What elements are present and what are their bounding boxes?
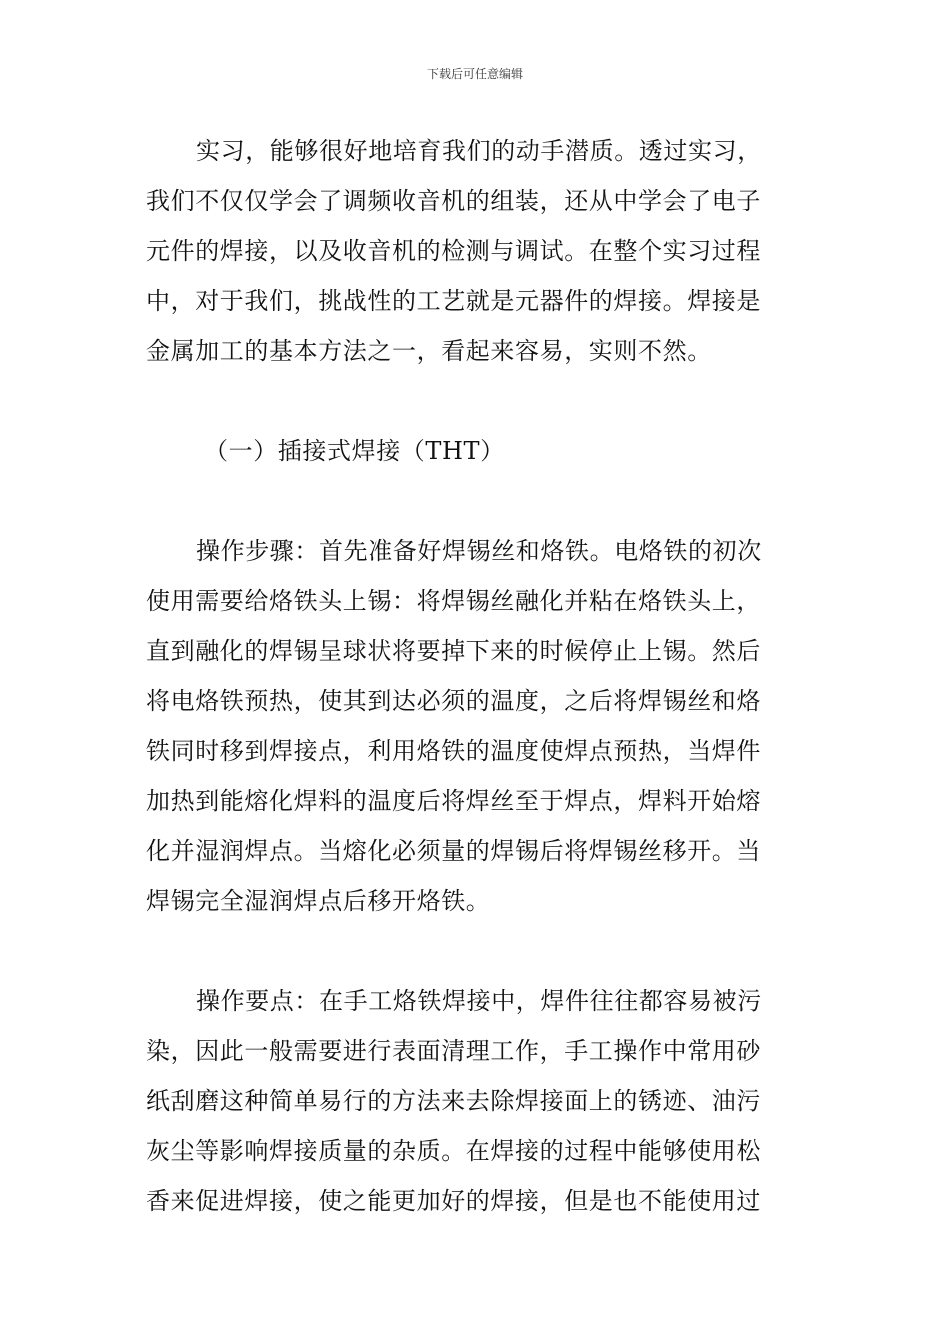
paragraph-line: 实习，能够很好地培育我们的动手潜质。透过实习， — [196, 137, 762, 165]
paragraph-line: 化并湿润焊点。当熔化必须量的焊锡后将焊锡丝移开。当 — [146, 837, 761, 865]
header-note: 下载后可任意编辑 — [426, 67, 523, 81]
paragraph-intro — [146, 126, 810, 376]
paragraph-line: 操作步骤：首先准备好焊锡丝和烙铁。电烙铁的初次 — [196, 537, 762, 565]
paragraph-line: 使用需要给烙铁头上锡：将焊锡丝融化并粘在烙铁头上， — [146, 587, 761, 615]
paragraph-line: 我们不仅仅学会了调频收音机的组装，还从中学会了电子 — [146, 187, 761, 215]
section-heading: （一）插接式焊接（THT） — [204, 437, 505, 465]
paragraph-steps — [146, 526, 810, 926]
paragraph-line: 金属加工的基本方法之一，看起来容易，实则不然。 — [146, 337, 712, 365]
paragraph-line: 将电烙铁预热，使其到达必须的温度，之后将焊锡丝和烙 — [146, 687, 761, 715]
paragraph-line: 香来促进焊接，使之能更加好的焊接，但是也不能使用过 — [146, 1187, 761, 1215]
paragraph-line: 加热到能熔化焊料的温度后将焊丝至于焊点，焊料开始熔 — [146, 787, 761, 815]
paragraph-gap — [146, 926, 810, 976]
paragraph-gap — [146, 476, 810, 526]
paragraph-line: 灰尘等影响焊接质量的杂质。在焊接的过程中能够使用松 — [146, 1137, 761, 1165]
document-body — [146, 126, 810, 1226]
paragraph-line: 铁同时移到焊接点，利用烙铁的温度使焊点预热，当焊件 — [146, 737, 761, 765]
paragraph-line: 焊锡完全湿润焊点后移开烙铁。 — [146, 887, 491, 915]
paragraph-line: 染，因此一般需要进行表面清理工作，手工操作中常用砂 — [146, 1037, 761, 1065]
paragraph-gap — [146, 376, 810, 426]
paragraph-key-points — [146, 976, 810, 1226]
paragraph-line: 纸刮磨这种简单易行的方法来去除焊接面上的锈迹、油污 — [146, 1087, 761, 1115]
paragraph-line: 操作要点：在手工烙铁焊接中，焊件往往都容易被污 — [196, 987, 762, 1015]
paragraph-line: 元件的焊接，以及收音机的检测与调试。在整个实习过程 — [146, 237, 761, 265]
paragraph-line: 中，对于我们，挑战性的工艺就是元器件的焊接。焊接是 — [146, 287, 761, 315]
paragraph-line: 直到融化的焊锡呈球状将要掉下来的时候停止上锡。然后 — [146, 637, 761, 665]
